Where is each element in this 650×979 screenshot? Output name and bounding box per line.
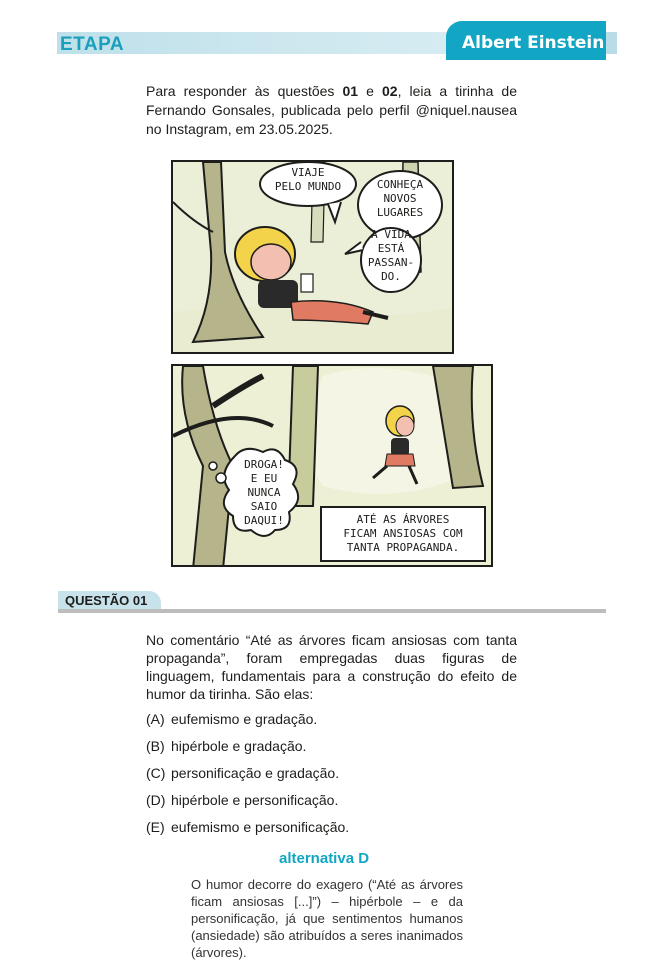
question-text: No comentário “Até as árvores ficam ansiosas com tanta propaganda”, foram empregadas duas figuras de linguagem, fundamentais para a construção do efeito de humor da tirinha. São elas: xyxy=(146,632,517,702)
option-b[interactable] xyxy=(146,737,306,755)
question-label: QUESTÃO 01 xyxy=(65,593,148,608)
comic-panel-1 xyxy=(171,160,454,354)
option-d[interactable] xyxy=(146,791,338,809)
option-text: hipérbole e personificação. xyxy=(171,792,339,808)
bubble-viaje: VIAJE PELO MUNDO xyxy=(274,166,342,193)
header-title: Albert Einstein xyxy=(462,33,605,53)
comic-panel-2 xyxy=(171,364,493,567)
option-text: eufemismo e personificação. xyxy=(171,819,350,835)
option-a[interactable] xyxy=(146,710,317,728)
caption-arvores: ATÉ AS ÁRVORES FICAM ANSIOSAS COM TANTA PROPAGANDA. xyxy=(343,513,463,554)
option-text: eufemismo e gradação. xyxy=(171,711,318,727)
etapa-logo: ETAPA xyxy=(60,34,125,55)
intro-paragraph: Para responder às questões 01 e 02, leia a tirinha de Fernando Gonsales, publicada pelo perfil @niquel.nausea no Instagram, em 23.05.2025. xyxy=(146,83,517,137)
option-e[interactable] xyxy=(146,818,349,836)
option-letter: (B) xyxy=(146,738,165,754)
option-c[interactable] xyxy=(146,764,339,782)
option-letter: (D) xyxy=(146,792,166,808)
bubble-conheca: CONHEÇA NOVOS LUGARES xyxy=(376,178,424,219)
option-text: personificação e gradação. xyxy=(171,765,340,781)
option-letter: (E) xyxy=(146,819,165,835)
bubble-vida: A VIDA ESTÁ PASSAN- DO. xyxy=(367,228,415,283)
option-text: hipérbole e gradação. xyxy=(171,738,307,754)
option-letter: (C) xyxy=(146,765,166,781)
option-letter: (A) xyxy=(146,711,165,727)
thought-droga: DROGA! E EU NUNCA SAIO DAQUI! xyxy=(244,458,284,527)
answer-title: alternativa D xyxy=(279,850,370,867)
question-divider xyxy=(58,609,606,613)
answer-explanation: O humor decorre do exagero (“Até as árvores ficam ansiosas [...]”) – hipérbole – e da personificação, já que sentimentos humanos (ansiedade) são atribuídos a seres inanimados (árvores). xyxy=(191,877,463,960)
